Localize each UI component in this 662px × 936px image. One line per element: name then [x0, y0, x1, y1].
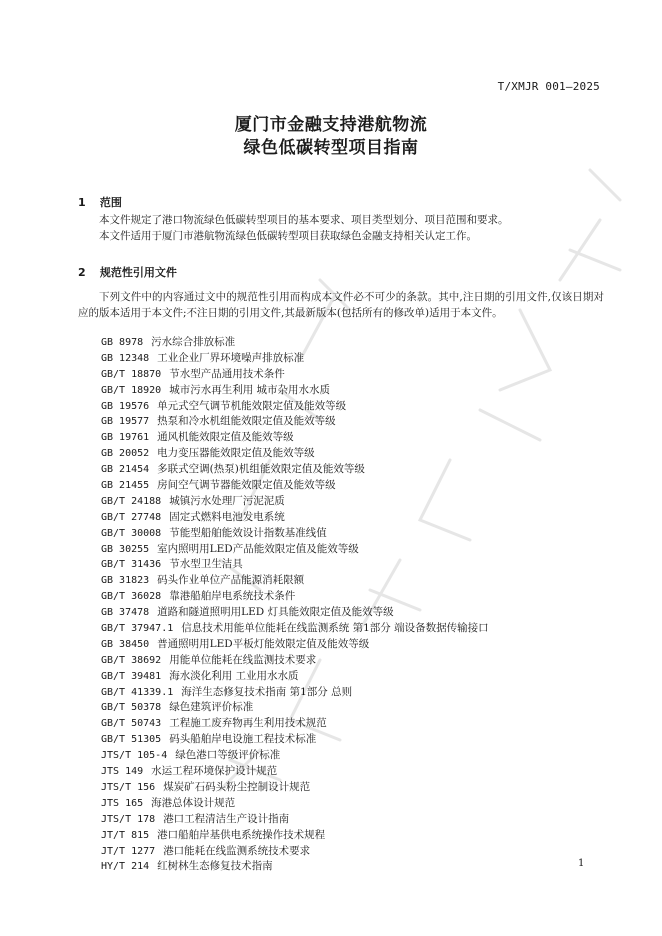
- reference-title: 工业企业厂界环境噪声排放标准: [157, 351, 305, 364]
- reference-code: GB 8978: [101, 337, 144, 348]
- section-number: 2: [78, 266, 86, 279]
- reference-code: GB 21454: [101, 464, 150, 476]
- reference-code: GB/T 27748: [101, 511, 162, 523]
- section-heading-scope: [78, 194, 122, 210]
- section-heading-normative-references: [78, 264, 177, 280]
- reference-code: GB/T 38692: [101, 654, 162, 666]
- reference-code: JT/T 815: [101, 829, 150, 841]
- reference-item: [101, 494, 489, 510]
- reference-title: 红树林生态修复技术指南: [157, 860, 273, 873]
- reference-code: GB/T 18920: [101, 384, 162, 396]
- reference-code: GB 37478: [101, 607, 150, 619]
- reference-title: 城市污水再生利用 城市杂用水水质: [169, 383, 331, 396]
- reference-code: GB/T 41339.1: [101, 686, 174, 698]
- reference-item: [101, 367, 489, 383]
- reference-code: JTS 149: [101, 766, 144, 778]
- reference-title: 煤炭矿石码头粉尘控制设计规范: [163, 780, 311, 793]
- reference-title: 城镇污水处理厂污泥泥质: [169, 494, 285, 507]
- reference-title: 热泵和冷水机组能效限定值及能效等级: [157, 415, 336, 428]
- reference-title: 节水型卫生洁具: [169, 558, 243, 571]
- reference-code: GB/T 30008: [101, 527, 162, 539]
- reference-item: [101, 764, 489, 780]
- reference-item: [101, 796, 489, 812]
- reference-code: GB/T 51305: [101, 734, 162, 746]
- reference-title: 污水综合排放标准: [151, 336, 236, 348]
- reference-code: GB/T 37947.1: [101, 623, 174, 635]
- reference-code: GB 19576: [101, 400, 150, 412]
- reference-title: 港口工程清洁生产设计指南: [163, 812, 290, 825]
- reference-title: 码头船舶岸电设施工程技术标准: [169, 733, 317, 746]
- document-code: T/XMJR 001—2025: [497, 80, 600, 93]
- reference-title: 电力变压器能效限定值及能效等级: [157, 447, 315, 460]
- references-intro-paragraph: 下列文件中的内容通过文中的规范性引用而构成本文件必不可少的条款。其中,注日期的引用文件,仅该日期对应的版本适用于本文件;不注日期的引用文件,其最新版本(包括所有的修改单)适用于本文件。: [78, 291, 604, 319]
- reference-item: [101, 700, 489, 716]
- reference-item: [101, 589, 489, 605]
- page-number: 1: [578, 858, 585, 869]
- section-title: 范围: [99, 196, 122, 209]
- reference-code: JT/T 1277: [101, 845, 156, 857]
- document-title-line1: 厦门市金融支持港航物流: [234, 115, 428, 135]
- reference-title: 海港总体设计规范: [151, 796, 236, 809]
- document-title-line2: 绿色低碳转型项目指南: [243, 138, 419, 158]
- reference-title: 靠港船舶岸电系统技术条件: [169, 590, 296, 603]
- reference-title: 普通照明用LED平板灯能效限定值及能效等级: [157, 637, 370, 650]
- reference-code: HY/T 214: [101, 861, 150, 873]
- reference-title: 海水淡化利用 工业用水水质: [169, 669, 299, 682]
- reference-item: [101, 605, 489, 621]
- reference-item: [101, 669, 489, 685]
- reference-title: 多联式空调(热泵)机组能效限定值及能效等级: [157, 463, 365, 476]
- reference-item: [101, 430, 489, 446]
- reference-item: [101, 780, 489, 796]
- reference-code: GB/T 50743: [101, 718, 162, 730]
- reference-code: JTS/T 105-4: [101, 750, 168, 762]
- reference-code: GB 19761: [101, 432, 150, 444]
- reference-item: [101, 478, 489, 494]
- reference-code: GB/T 36028: [101, 591, 162, 603]
- reference-code: GB 31823: [101, 575, 150, 587]
- reference-item: [101, 621, 489, 637]
- reference-item: [101, 526, 489, 542]
- reference-title: 工程施工废弃物再生利用技术规范: [169, 717, 327, 730]
- reference-item: [101, 510, 489, 526]
- scope-paragraph-1: 本文件规定了港口物流绿色低碳转型项目的基本要求、项目类型划分、项目范围和要求。: [99, 214, 509, 226]
- reference-title: 单元式空气调节机能效限定值及能效等级: [157, 399, 347, 412]
- reference-item: [101, 351, 489, 367]
- reference-item: [101, 573, 489, 589]
- reference-code: JTS/T 156: [101, 781, 156, 793]
- reference-item: [101, 414, 489, 430]
- reference-title: 节水型产品通用技术条件: [169, 367, 285, 380]
- reference-item: [101, 637, 489, 653]
- reference-title: 固定式燃料电池发电系统: [169, 510, 285, 523]
- reference-item: [101, 335, 489, 351]
- reference-code: JTS 165: [101, 797, 144, 809]
- reference-code: GB 38450: [101, 638, 150, 650]
- reference-item: [101, 542, 489, 558]
- reference-item: [101, 653, 489, 669]
- reference-item: [101, 812, 489, 828]
- reference-title: 节能型船舶能效设计指数基准线值: [169, 526, 327, 539]
- reference-code: JTS/T 178: [101, 813, 156, 825]
- section-title: 规范性引用文件: [99, 266, 177, 279]
- reference-item: [101, 462, 489, 478]
- scope-paragraph-2: 本文件适用于厦门市港航物流绿色低碳转型项目获取绿色金融支持相关认定工作。: [99, 230, 477, 242]
- reference-code: GB/T 24188: [101, 495, 162, 507]
- reference-item: [101, 446, 489, 462]
- reference-item: [101, 557, 489, 573]
- reference-list: [101, 335, 489, 875]
- reference-item: [101, 716, 489, 732]
- reference-item: [101, 399, 489, 415]
- reference-code: GB/T 31436: [101, 559, 162, 571]
- reference-item: [101, 732, 489, 748]
- reference-title: 海洋生态修复技术指南 第1部分 总则: [181, 685, 353, 698]
- reference-code: GB 30255: [101, 543, 150, 555]
- reference-item: [101, 383, 489, 399]
- reference-item: [101, 748, 489, 764]
- reference-title: 水运工程环境保护设计规范: [151, 765, 278, 778]
- reference-code: GB/T 39481: [101, 670, 162, 682]
- reference-title: 室内照明用LED产品能效限定值及能效等级: [157, 542, 359, 555]
- reference-title: 用能单位能耗在线监测技术要求: [169, 653, 317, 666]
- reference-code: GB/T 18870: [101, 368, 162, 380]
- section-number: 1: [78, 196, 86, 209]
- reference-title: 信息技术用能单位能耗在线监测系统 第1部分 端设备数据传输接口: [181, 622, 489, 635]
- reference-code: GB 19577: [101, 416, 150, 428]
- reference-title: 港口能耗在线监测系统技术要求: [163, 844, 311, 857]
- reference-code: GB 20052: [101, 448, 150, 460]
- reference-item: [101, 685, 489, 701]
- reference-code: GB/T 50378: [101, 702, 162, 714]
- reference-item: [101, 828, 489, 844]
- reference-title: 房间空气调节器能效限定值及能效等级: [157, 479, 336, 492]
- reference-code: GB 21455: [101, 480, 150, 492]
- reference-title: 码头作业单位产品能源消耗限额: [157, 574, 305, 587]
- reference-title: 绿色港口等级评价标准: [175, 749, 281, 762]
- reference-title: 通风机能效限定值及能效等级: [157, 431, 294, 444]
- reference-title: 港口船舶岸基供电系统操作技术规程: [157, 828, 326, 841]
- reference-item: [101, 844, 489, 860]
- reference-item: [101, 859, 489, 875]
- reference-title: 道路和隧道照明用LED 灯具能效限定值及能效等级: [157, 606, 394, 619]
- reference-title: 绿色建筑评价标准: [169, 701, 254, 714]
- reference-code: GB 12348: [101, 352, 150, 364]
